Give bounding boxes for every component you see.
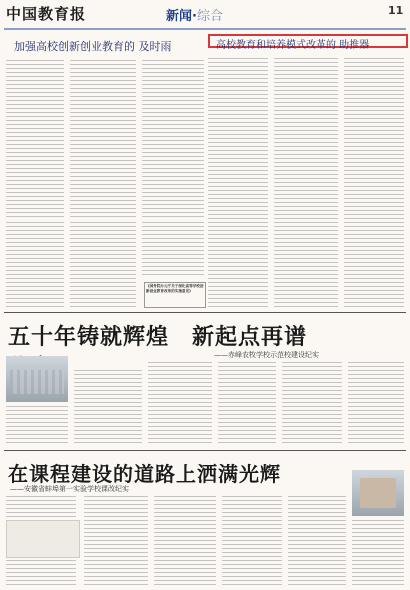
article1-col3-cont xyxy=(142,222,204,278)
feature1-col3 xyxy=(218,362,276,446)
newspaper-logo: 中国教育报 xyxy=(6,5,87,23)
feature1-col1 xyxy=(74,370,142,446)
article1-col2 xyxy=(70,60,136,218)
feature2-col3 xyxy=(154,496,216,586)
feature1-photo-building xyxy=(10,370,64,394)
feature2-quote-box xyxy=(6,520,80,558)
policy-note: 《国务院办公厅关于深化高等学校创新创业教育改革的实施意见》 xyxy=(146,284,204,293)
feature2-col4 xyxy=(222,496,282,586)
feature1-subheadline: ——赤峰农牧学校示范校建设纪实 xyxy=(214,351,319,359)
feature1-col0 xyxy=(6,406,68,446)
feature2-photo xyxy=(352,470,404,516)
feature1-col2 xyxy=(148,362,212,446)
section-divider-1 xyxy=(4,312,406,313)
feature2-photo-subject xyxy=(360,478,396,508)
article1-col1-cont xyxy=(6,222,64,310)
feature1-photo xyxy=(6,356,68,402)
section-sub: 综合 xyxy=(196,9,223,24)
masthead-rule xyxy=(4,28,406,30)
section-main: 新闻· xyxy=(166,9,197,24)
feature1-col5 xyxy=(348,362,404,446)
feature2-subheadline: ——安徽省蚌埠第一实验学校课改纪实 xyxy=(10,485,129,493)
feature2-col5 xyxy=(288,496,346,586)
article2-col2 xyxy=(274,58,338,310)
feature2-col6 xyxy=(352,520,404,586)
article2-headline: 高校教育和培养模式改革的 助推器 xyxy=(216,40,370,51)
section-divider-2 xyxy=(4,450,406,451)
feature1-headline: 五十年铸就辉煌 新起点再谱 xyxy=(8,324,308,350)
masthead xyxy=(0,0,410,26)
article1-headline: 加强高校创新创业教育的 及时雨 xyxy=(14,40,172,53)
article1-col3 xyxy=(142,60,204,218)
section-title xyxy=(166,5,223,24)
article2-col3 xyxy=(344,58,404,310)
page-number: 11 xyxy=(388,4,404,17)
feature2-col2 xyxy=(84,496,148,586)
feature2-headline: 在课程建设的道路上洒满光辉 xyxy=(8,462,281,486)
article1-col1 xyxy=(6,60,64,218)
article1-col2-cont xyxy=(70,222,136,310)
article2-col1 xyxy=(208,58,268,310)
feature1-col4 xyxy=(282,362,342,446)
